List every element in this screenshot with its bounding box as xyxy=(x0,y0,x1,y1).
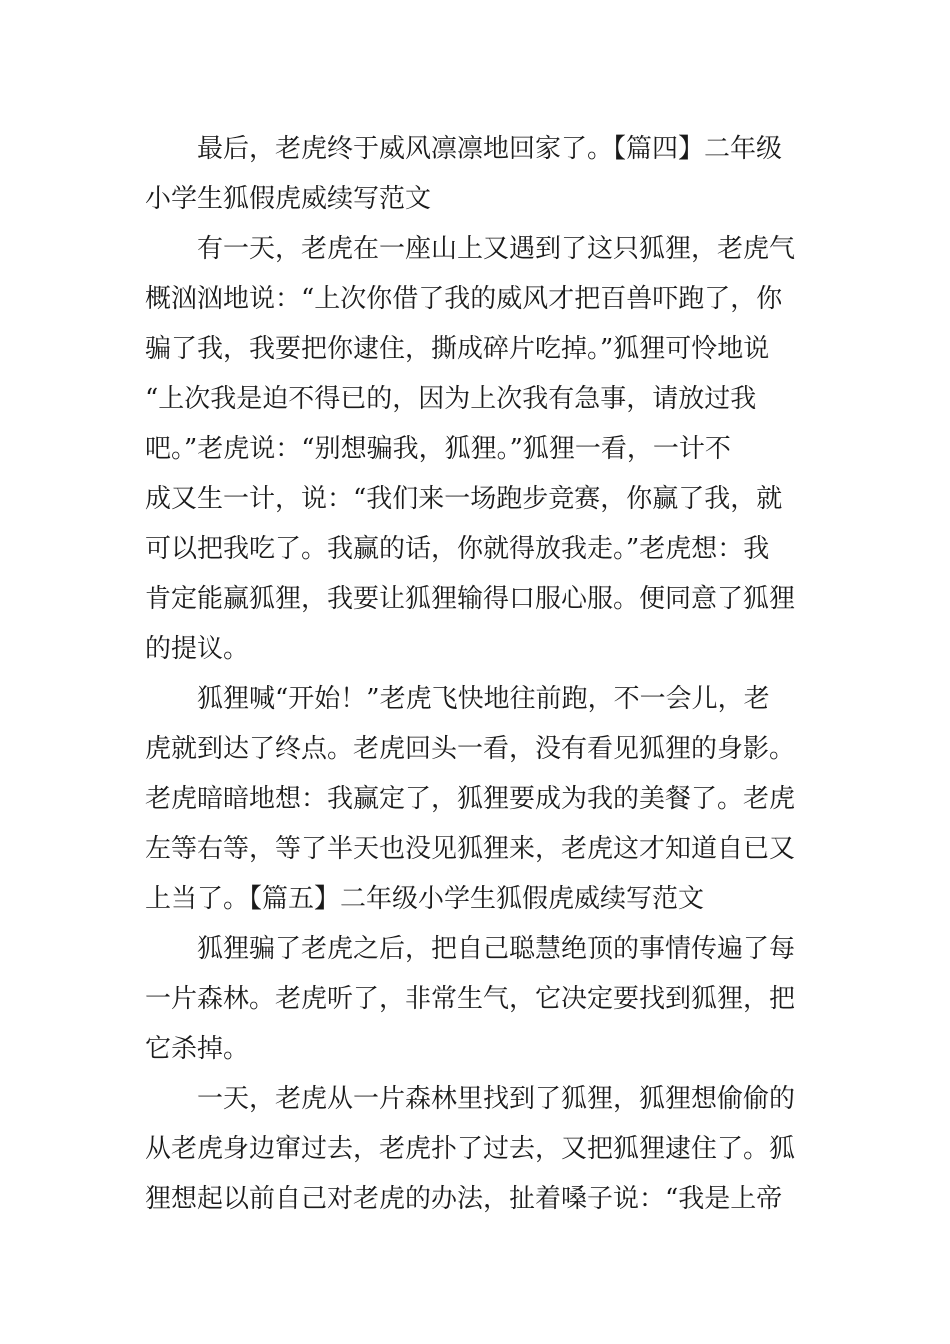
text-line: 概汹汹地说：“上次你借了我的威风才把百兽吓跑了，你 xyxy=(145,284,783,314)
text-line: 吧。”老虎说：“别想骗我，狐狸。”狐狸一看，一计不 xyxy=(145,434,731,464)
text-line: 骗了我，我要把你逮住，撕成碎片吃掉。”狐狸可怜地说 xyxy=(145,334,770,364)
paragraph xyxy=(145,674,807,924)
paragraph xyxy=(145,924,807,1074)
paragraph xyxy=(145,124,807,224)
text-line: 上当了。【篇五】二年级小学生狐假虎威续写范文 xyxy=(145,884,705,914)
text-line: 老虎暗暗地想：我赢定了，狐狸要成为我的美餐了。老虎 xyxy=(145,784,796,814)
text-line: 的提议。 xyxy=(145,634,250,664)
text-line: 左等右等，等了半天也没见狐狸来，老虎这才知道自已又 xyxy=(145,834,796,864)
text-line: 一片森林。老虎听了，非常生气，它决定要找到狐狸，把 xyxy=(145,984,796,1014)
text-line: 狐狸喊“开始！”老虎飞快地往前跑，不一会儿，老 xyxy=(197,684,770,714)
text-line: “上次我是迫不得已的，因为上次我有急事，请放过我 xyxy=(145,384,757,414)
text-line: 狐狸骗了老虎之后，把自己聪慧绝顶的事情传遍了每 xyxy=(197,934,796,964)
paragraph xyxy=(145,224,807,674)
text-line: 一天，老虎从一片森林里找到了狐狸，狐狸想偷偷的 xyxy=(197,1084,796,1114)
text-line: 最后，老虎终于威风凛凛地回家了。【篇四】二年级 xyxy=(197,134,783,164)
text-line: 成又生一计，说：“我们来一场跑步竞赛，你赢了我，就 xyxy=(145,484,783,514)
text-line: 可以把我吃了。我赢的话，你就得放我走。”老虎想：我 xyxy=(145,534,770,564)
paragraph xyxy=(145,1074,807,1224)
text-line: 虎就到达了终点。老虎回头一看，没有看见狐狸的身影。 xyxy=(145,734,796,764)
text-line: 狸想起以前自己对老虎的办法，扯着嗓子说：“我是上帝 xyxy=(145,1184,783,1214)
text-line: 从老虎身边窜过去，老虎扑了过去，又把狐狸逮住了。狐 xyxy=(145,1134,796,1164)
text-line: 它杀掉。 xyxy=(145,1034,250,1064)
body-text xyxy=(145,124,807,1224)
text-line: 有一天，老虎在一座山上又遇到了这只狐狸，老虎气 xyxy=(197,234,796,264)
text-line: 肯定能赢狐狸，我要让狐狸输得口服心服。便同意了狐狸 xyxy=(145,584,796,614)
text-line: 小学生狐假虎威续写范文 xyxy=(145,184,432,214)
